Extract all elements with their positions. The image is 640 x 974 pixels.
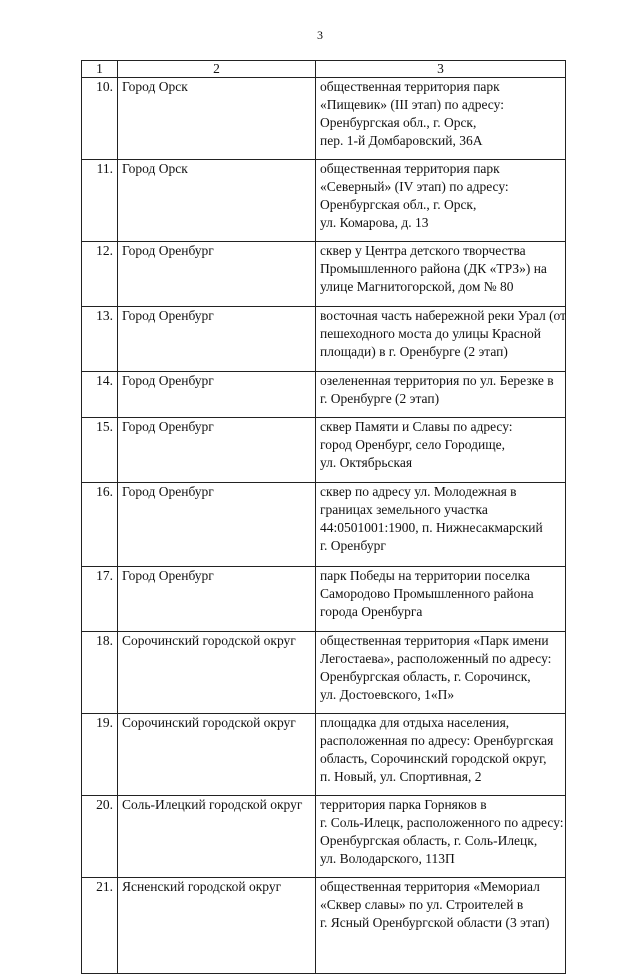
territory-address-line: г. Оренбург: [320, 538, 386, 553]
table-row: [82, 878, 566, 974]
territory-address-line: общественная территория «Мемориал: [320, 879, 540, 894]
territory-address-line: сквер Памяти и Славы по адресу:: [320, 419, 513, 434]
territory-address-line: площадка для отдыха населения,: [320, 715, 510, 730]
territory-address-line: парк Победы на территории поселка: [320, 568, 531, 583]
territory-address-cell: [316, 307, 566, 372]
municipality-cell: Соль-Илецкий городской округ: [118, 796, 316, 878]
municipality-cell: Сорочинский городской округ: [118, 714, 316, 796]
municipality-cell: Ясненский городской округ: [118, 878, 316, 974]
territory-address-line: область, Сорочинский городской округ,: [320, 751, 547, 766]
territory-address-cell: [316, 878, 566, 974]
page-number: 3: [317, 28, 323, 42]
row-number: 12.: [82, 242, 118, 307]
row-number: 16.: [82, 483, 118, 567]
column-header-1: 1: [82, 61, 118, 78]
territory-address-line: Оренбургская область, г. Соль-Илецк,: [320, 833, 538, 848]
table-row: [82, 78, 566, 160]
table-row: [82, 567, 566, 632]
territory-address-line: г. Соль-Илецк, расположенного по адресу:: [320, 815, 564, 830]
territory-address-cell: [316, 418, 566, 483]
territory-address-line: улице Магнитогорской, дом № 80: [320, 279, 514, 294]
row-number: 18.: [82, 632, 118, 714]
territory-address-line: «Пищевик» (III этап) по адресу:: [320, 97, 504, 112]
territory-address-line: ул. Октябрьская: [320, 455, 413, 470]
territory-address-line: расположенная по адресу: Оренбургская: [320, 733, 554, 748]
territory-address-line: «Северный» (IV этап) по адресу:: [320, 179, 509, 194]
territory-address-cell: [316, 160, 566, 242]
municipality-cell: Город Оренбург: [118, 242, 316, 307]
territory-address-cell: [316, 796, 566, 878]
row-number: 11.: [82, 160, 118, 242]
row-number: 15.: [82, 418, 118, 483]
municipality-cell: Город Оренбург: [118, 307, 316, 372]
territory-address-line: площади) в г. Оренбурге (2 этап): [320, 344, 508, 359]
territory-address-cell: [316, 78, 566, 160]
municipality-cell: Город Орск: [118, 160, 316, 242]
table-row: [82, 307, 566, 372]
territory-address-line: восточная часть набережной реки Урал (от: [320, 308, 567, 323]
row-number: 21.: [82, 878, 118, 974]
territory-address-line: территория парка Горняков в: [320, 797, 487, 812]
municipality-cell: Город Оренбург: [118, 567, 316, 632]
territory-address-line: Оренбургская обл., г. Орск,: [320, 197, 477, 212]
territory-address-line: ул. Комарова, д. 13: [320, 215, 429, 230]
territory-address-line: общественная территория «Парк имени: [320, 633, 549, 648]
territory-address-line: Оренбургская область, г. Сорочинск,: [320, 669, 531, 684]
territory-address-cell: [316, 632, 566, 714]
table-row: [82, 714, 566, 796]
territory-address-line: 44:0501001:1900, п. Нижнесакмарский: [320, 520, 543, 535]
territory-address-cell: [316, 372, 566, 418]
row-number: 19.: [82, 714, 118, 796]
row-number: 14.: [82, 372, 118, 418]
territory-address-cell: [316, 242, 566, 307]
territory-address-line: озелененная территория по ул. Березке в: [320, 373, 554, 388]
territory-address-line: ул. Володарского, 113П: [320, 851, 455, 866]
territory-address-line: «Сквер славы» по ул. Строителей в: [320, 897, 524, 912]
territory-address-cell: [316, 483, 566, 567]
territory-address-line: город Оренбург, село Городище,: [320, 437, 505, 452]
territory-address-line: Оренбургская обл., г. Орск,: [320, 115, 477, 130]
municipality-cell: Город Оренбург: [118, 372, 316, 418]
column-header-2: 2: [118, 61, 316, 78]
municipality-cell: Город Оренбург: [118, 483, 316, 567]
table-row: [82, 796, 566, 878]
territory-address-line: пешеходного моста до улицы Красной: [320, 326, 541, 341]
territory-address-line: п. Новый, ул. Спортивная, 2: [320, 769, 482, 784]
column-header-3: 3: [316, 61, 566, 78]
table-row: [82, 242, 566, 307]
row-number: 20.: [82, 796, 118, 878]
territory-address-line: Промышленного района (ДК «ТРЗ») на: [320, 261, 547, 276]
territory-address-line: ул. Достоевского, 1«П»: [320, 687, 455, 702]
table-header-row: [82, 61, 566, 78]
row-number: 10.: [82, 78, 118, 160]
territory-address-line: общественная территория парк: [320, 161, 500, 176]
territory-address-line: пер. 1-й Домбаровский, 36А: [320, 133, 483, 148]
territory-address-cell: [316, 567, 566, 632]
territory-address-line: границах земельного участка: [320, 502, 488, 517]
territory-address-line: сквер по адресу ул. Молодежная в: [320, 484, 517, 499]
territory-address-line: г. Ясный Оренбургской области (3 этап): [320, 915, 550, 930]
table-row: [82, 372, 566, 418]
municipality-cell: Город Орск: [118, 78, 316, 160]
table-row: [82, 418, 566, 483]
municipality-cell: Сорочинский городской округ: [118, 632, 316, 714]
territory-address-line: общественная территория парк: [320, 79, 500, 94]
table-row: [82, 160, 566, 242]
municipality-cell: Город Оренбург: [118, 418, 316, 483]
territories-table: [81, 60, 566, 974]
table-row: [82, 632, 566, 714]
row-number: 13.: [82, 307, 118, 372]
territory-address-line: г. Оренбурге (2 этап): [320, 391, 440, 406]
territory-address-line: города Оренбурга: [320, 604, 423, 619]
territory-address-line: сквер у Центра детского творчества: [320, 243, 526, 258]
territory-address-line: Легостаева», расположенный по адресу:: [320, 651, 552, 666]
territory-address-line: Самородово Промышленного района: [320, 586, 534, 601]
table-row: [82, 483, 566, 567]
row-number: 17.: [82, 567, 118, 632]
territory-address-cell: [316, 714, 566, 796]
